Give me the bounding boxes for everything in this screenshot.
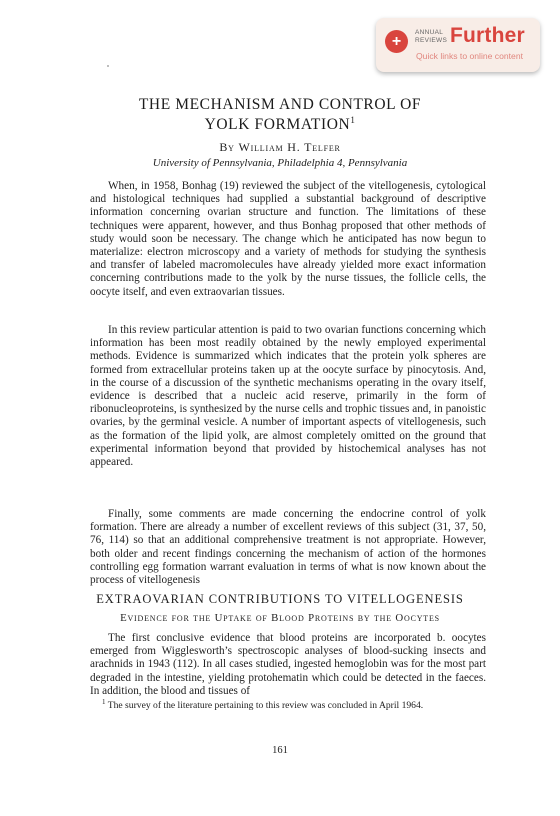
article-title-line2: YOLK FORMATION$^1$	[204, 115, 356, 133]
paragraph-4: The first conclusive evidence that blood proteins are incorporated b. oocytes emerged from Wigglesworth’s spectroscopic analyses of blood-sucking insects and arachnids in 1943 (112). In all cases studied, ingested hemoglobin was for the most part degraded in the intestine, yielding protohematin which could be detected in the faeces. In addition, the blood and tissues of	[90, 632, 486, 697]
paragraph-2: In this review particular attention is paid to two ovarian functions concerning which information has been most readily obtained by the newly employed experimental methods. Evidence is summarized which indicates that the protein yolk spheres are formed from extracellular proteins taken up at the oocyte surface by pinocytosis. And, in the course of a discussion of the synthetic mechanisms operating in the ovary itself, evidence is described that a nucleic acid reserve, primarily in the form of ribonucleoproteins, is synthesized by the nurse cells and trophic tissues and, in panoistic ovaries, by the germinal vesicle. A number of important aspects of vitellogenesis, such as the formation of the lipid yolk, are almost completely omitted on the ground that experimental information beyond that provided by histochemical analyses has not appeared.	[90, 324, 486, 469]
paragraph-3: Finally, some comments are made concerning the endocrine control of yolk formation. There are already a number of excellent reviews of this subject (31, 37, 50, 76, 114) so that an additional comprehensive treatment is not appropriate. However, both older and recent findings concerning the mechanism of action of the hormones controlling egg formation warrant evaluation in terms of what is now known about the process of vitellogenesis	[90, 508, 486, 587]
title-footnote-mark: 1	[350, 115, 356, 125]
page-number: 161	[272, 745, 288, 756]
quick-links-tagline: Quick links to online content	[416, 51, 524, 61]
footnote-mark: 1	[102, 698, 106, 706]
annual-reviews-logo: ANNUAL REVIEWS	[415, 29, 448, 44]
section-heading: EXTRAOVARIAN CONTRIBUTIONS TO VITELLOGENESIS	[96, 592, 464, 606]
further-label: Further	[450, 24, 525, 47]
author-affiliation: University of Pennsylvania, Philadelphia 4, Pennsylvania	[152, 157, 408, 169]
article-title-line1: THE MECHANISM AND CONTROL OF	[138, 96, 422, 113]
paragraph-1: When, in 1958, Bonhag (19) reviewed the subject of the vitellogenesis, cytological and histological techniques had supplied a substantial background of descriptive information concerning ovarian structure and function. The limitations of these techniques were apparent, however, and thus Bonhag proposed that other methods of study would soon be necessary. The change which he anticipated has now begun to materialize: electron microscopy and a variety of methods for studying the synthesis and transfer of labeled macromolecules have already yielded more exact information concerning contributions made to the yolk by the nurse tissues, the follicle cells, the oocyte itself, and even extraovarian tissues.	[90, 180, 486, 298]
subsection-heading: Evidence for the Uptake of Blood Proteins by the Oocytes	[120, 612, 440, 624]
speck	[107, 65, 109, 67]
author-name: William H. Telfer	[238, 140, 341, 154]
further-links-badge[interactable]	[376, 18, 540, 72]
footnote: $^1$ The survey of the literature pertaining to this review was concluded in April 1964.	[102, 698, 424, 712]
author-byline: By William H. Telfer	[219, 140, 341, 154]
plus-icon: +	[385, 30, 408, 53]
